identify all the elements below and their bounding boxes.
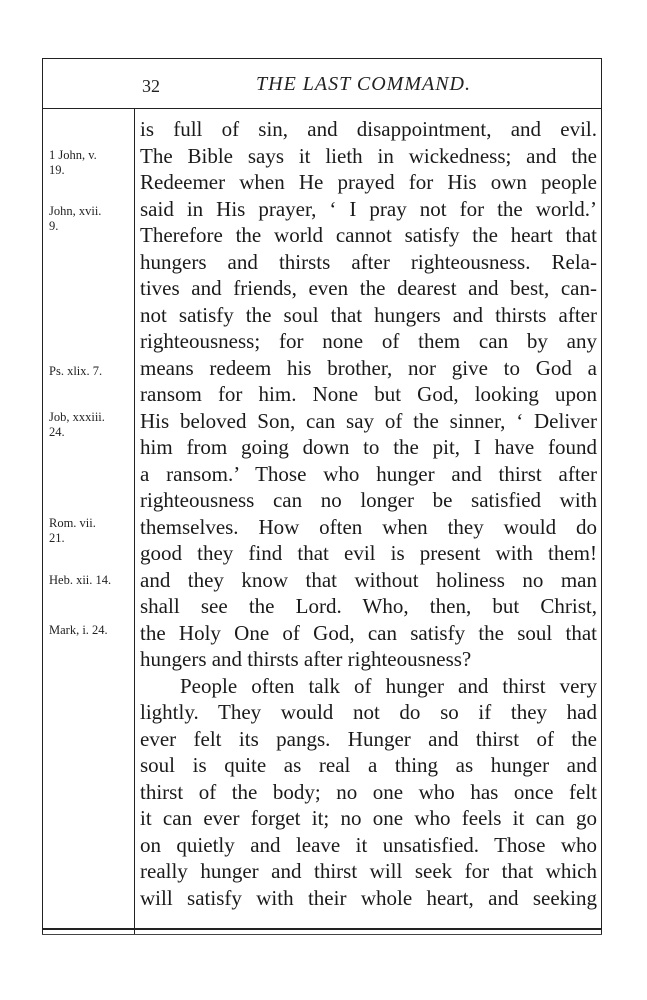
body-line: the Holy One of God, can satisfy the soul that bbox=[140, 620, 597, 645]
body-line: it can ever forget it; no one who feels it can go bbox=[140, 806, 597, 830]
body-line: him from going down to the pit, I have found bbox=[140, 435, 597, 459]
frame-top-rule bbox=[42, 58, 602, 59]
body-line: ransom for him. None but God, looking upon bbox=[140, 382, 597, 406]
body-line: ever felt its pangs. Hunger and thirst of the bbox=[140, 726, 597, 751]
body-line: is full of sin, and disappointment, and evil. bbox=[140, 117, 597, 141]
margin-note-line: 1 John, v. bbox=[49, 148, 97, 162]
body-line: a ransom.’ Those who hunger and thirst after bbox=[140, 461, 597, 486]
body-line: shall see the Lord. Who, then, but Christ, bbox=[140, 594, 597, 618]
body-line: and they know that without holiness no man bbox=[140, 567, 597, 592]
margin-note-line: Ps. xlix. 7. bbox=[49, 364, 103, 378]
body-line: will satisfy with their whole heart, and seeking bbox=[140, 885, 597, 910]
margin-note bbox=[49, 364, 131, 379]
body-line: Therefore the world cannot satisfy the heart that bbox=[140, 223, 597, 247]
body-line: soul is quite as real a thing as hunger and bbox=[140, 753, 597, 777]
body-line: said in His prayer, ‘ I pray not for the world.’ bbox=[140, 196, 597, 221]
page-number: 32 bbox=[142, 76, 160, 96]
body-line: on quietly and leave it unsatisfied. Those who bbox=[140, 832, 597, 857]
margin-note bbox=[49, 516, 131, 546]
margin-note-line: John, xvii. bbox=[49, 204, 102, 218]
header-rule bbox=[42, 108, 602, 109]
body-line: righteousness; for none of them can by any bbox=[140, 329, 597, 353]
body-line: righteousness can no longer be satisfied with bbox=[140, 488, 597, 512]
margin-note bbox=[49, 623, 131, 638]
frame-bottom-rule bbox=[42, 928, 602, 930]
margin-note bbox=[49, 204, 131, 234]
body-line: His beloved Son, can say of the sinner, ‘ Deliver bbox=[140, 408, 597, 433]
frame-bottom-rule-inner bbox=[42, 934, 602, 935]
body-line: themselves. How often when they would do bbox=[140, 514, 597, 539]
body-line: hungers and thirsts after righteousness? bbox=[140, 647, 472, 671]
margin-note bbox=[49, 148, 131, 178]
margin-note-line: Heb. xii. 14. bbox=[49, 573, 112, 587]
margin-note-line: 21. bbox=[49, 531, 65, 545]
margin-note bbox=[49, 410, 131, 440]
body-line: tives and friends, even the dearest and best, can- bbox=[140, 276, 597, 300]
paragraph-first-line: People often talk of hunger and thirst very bbox=[180, 673, 597, 698]
margin-note-line: Job, xxxiii. bbox=[49, 410, 105, 424]
margin-note bbox=[49, 573, 131, 588]
frame-right-rule bbox=[601, 58, 602, 934]
margin-note-line: 9. bbox=[49, 219, 59, 233]
margin-note-line: Mark, i. 24. bbox=[49, 623, 108, 637]
body-line: thirst of the body; no one who has once felt bbox=[140, 779, 597, 804]
body-line: lightly. They would not do so if they had bbox=[140, 700, 597, 724]
body-line: The Bible says it lieth in wickedness; and the bbox=[140, 143, 597, 168]
margin-note-line: 24. bbox=[49, 425, 65, 439]
frame-left-rule bbox=[42, 58, 43, 934]
body-line: really hunger and thirst will seek for that which bbox=[140, 859, 597, 883]
body-line: not satisfy the soul that hungers and thirsts after bbox=[140, 302, 597, 327]
body-line: Redeemer when He prayed for His own people bbox=[140, 170, 597, 194]
body-line: good they find that evil is present with them! bbox=[140, 541, 597, 565]
margin-note-line: 19. bbox=[49, 163, 65, 177]
running-head: THE LAST COMMAND. bbox=[256, 73, 471, 95]
body-line: means redeem his brother, nor give to God a bbox=[140, 355, 597, 380]
body-line: hungers and thirsts after righteousness. Rela- bbox=[140, 249, 597, 274]
margin-note-line: Rom. vii. bbox=[49, 516, 96, 530]
margin-gutter-rule bbox=[134, 108, 135, 934]
